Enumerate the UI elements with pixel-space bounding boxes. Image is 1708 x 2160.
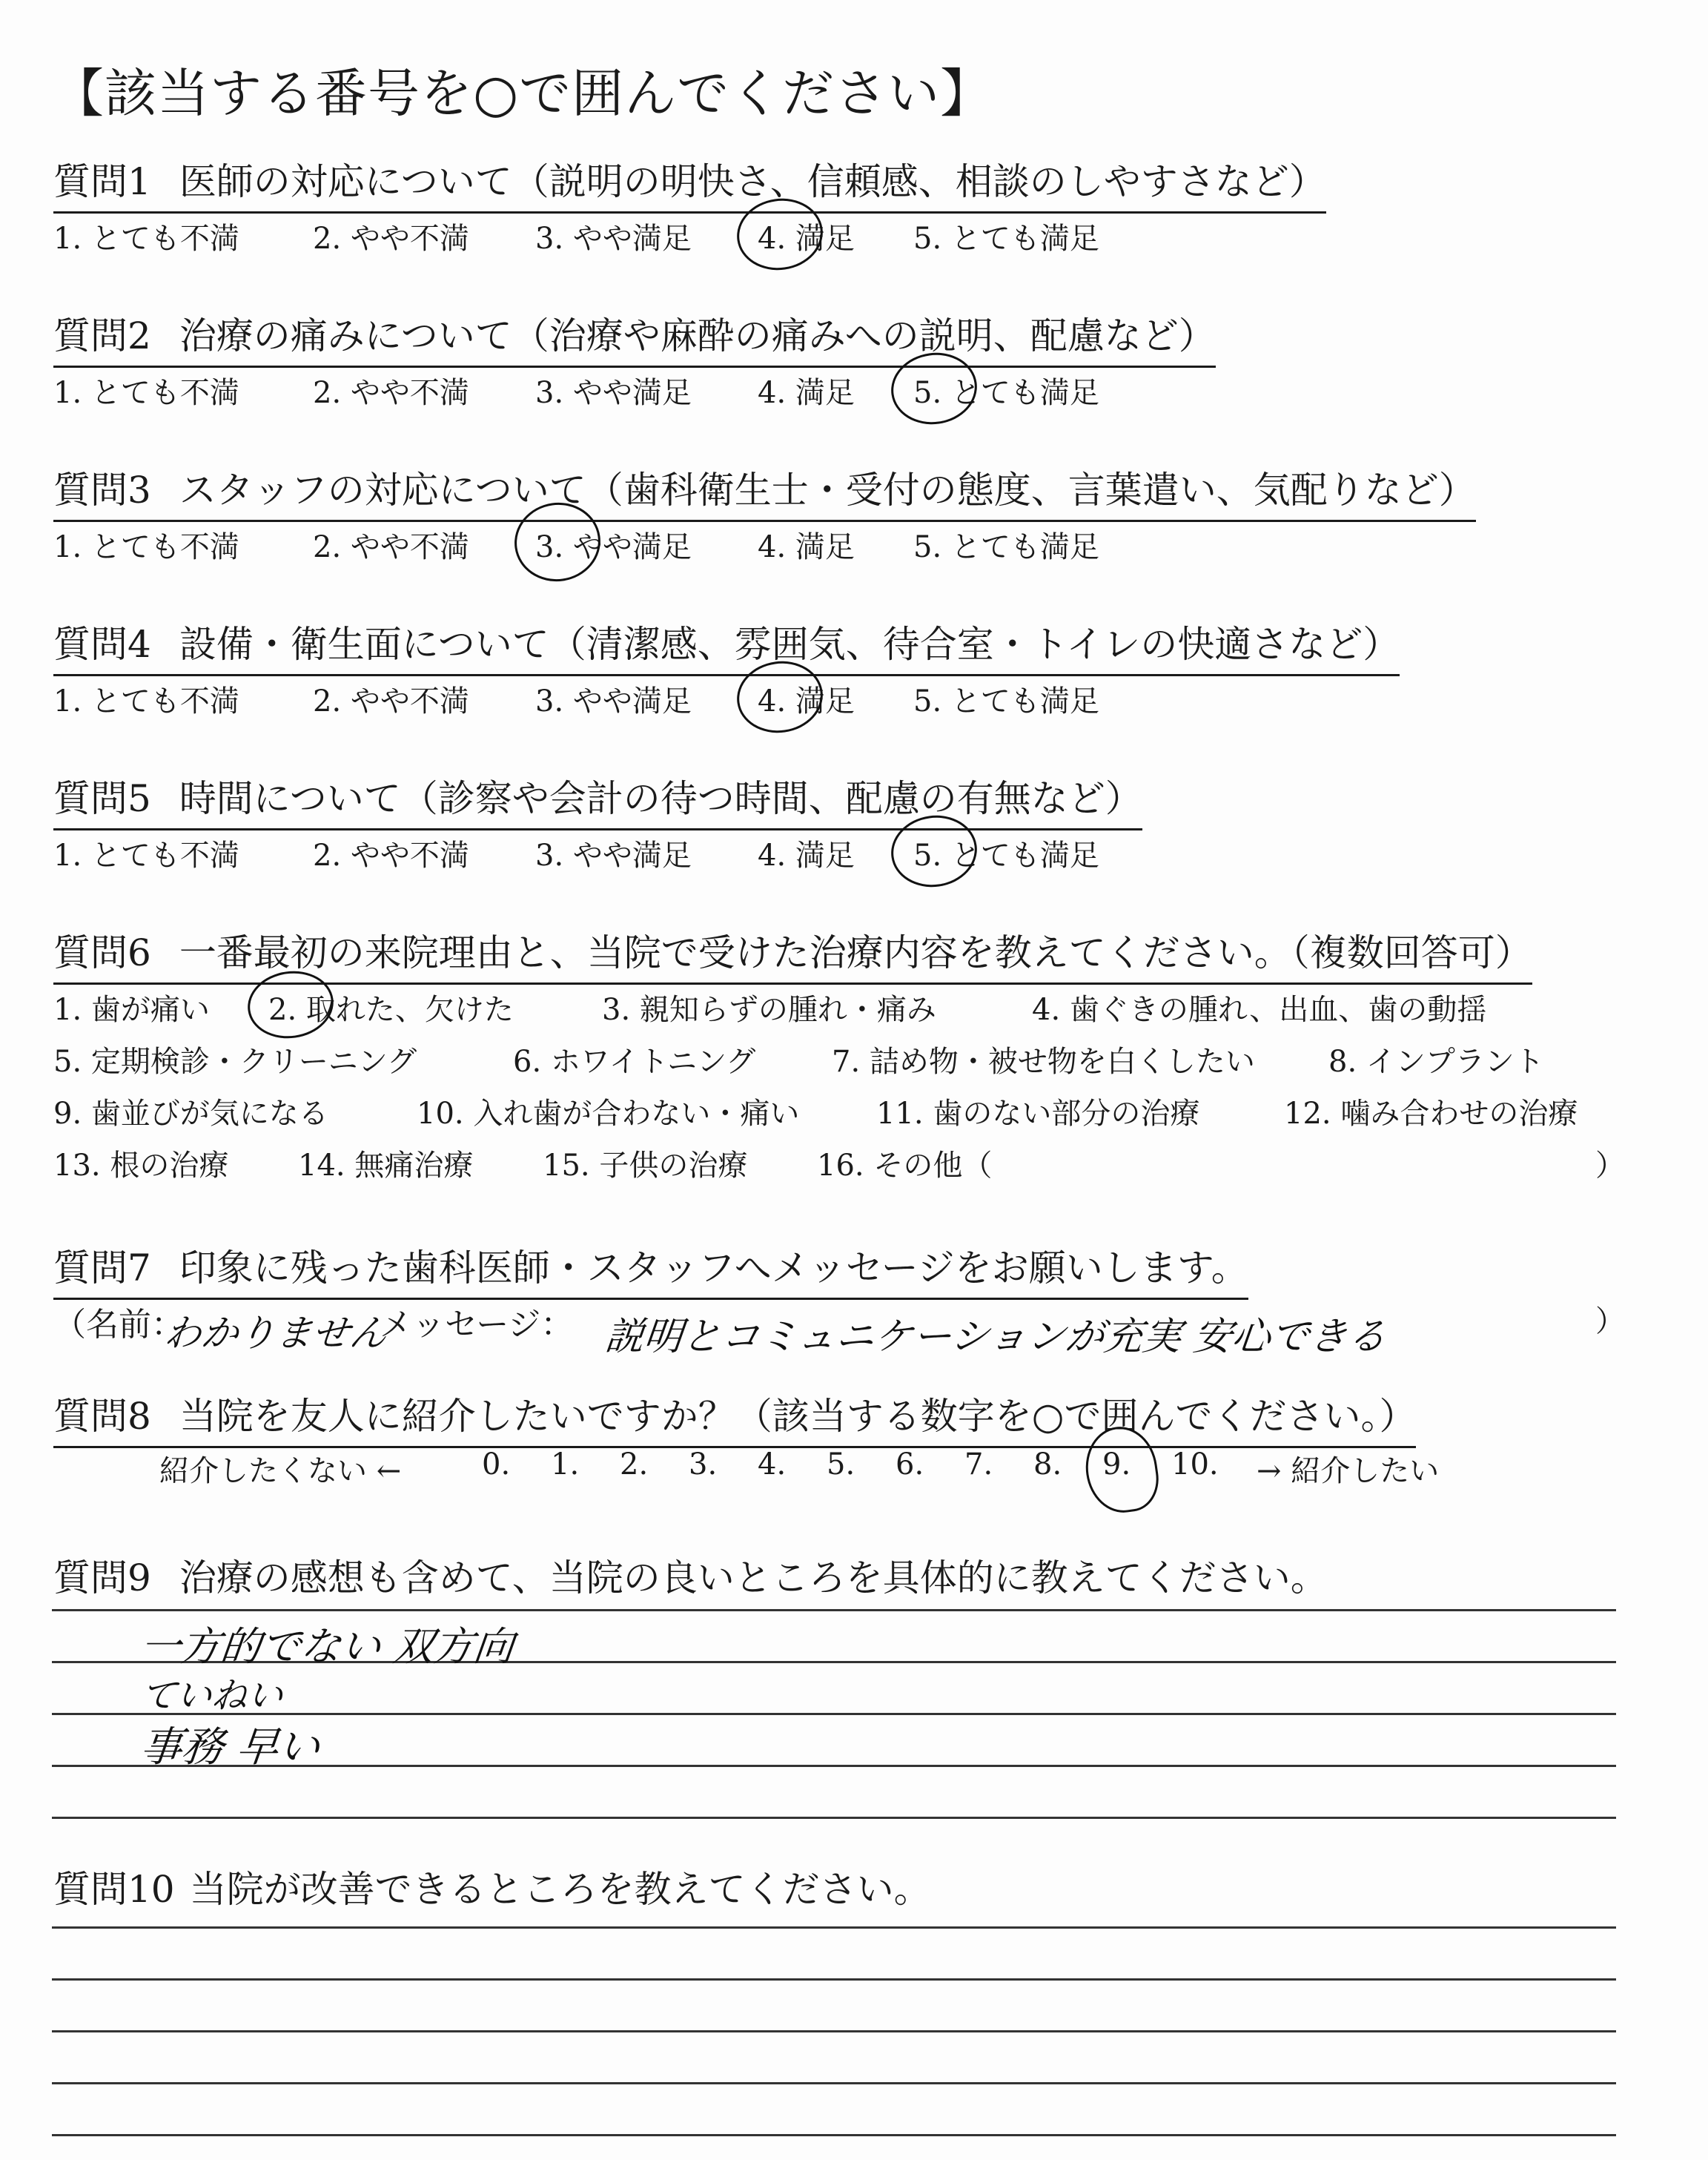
option-5[interactable]: 5. とても満足 bbox=[913, 530, 1099, 564]
option-3[interactable]: 3. やや満足 bbox=[535, 839, 692, 873]
option-5[interactable]: 5. とても満足 bbox=[913, 684, 1099, 719]
option-4[interactable]: 4. 満足 bbox=[758, 839, 855, 873]
question-text: スタッフの対応について（歯科衛生士・受付の態度、言葉遣い、気配りなど） bbox=[179, 469, 1476, 512]
scale-8[interactable]: 8. bbox=[1033, 1447, 1062, 1482]
question-text: 当院が改善できるところを教えてください。 bbox=[189, 1868, 931, 1911]
option-1[interactable]: 1. とても不満 bbox=[53, 684, 239, 719]
option-1[interactable]: 1. とても不満 bbox=[53, 530, 239, 564]
question-text: 当院を友人に紹介したいですか？（該当する数字を○で囲んでください。） bbox=[179, 1395, 1417, 1438]
question-10-title bbox=[53, 1860, 931, 1913]
question-number: 質問5 bbox=[53, 777, 151, 820]
option-7[interactable]: 7. 詰め物・被せ物を白くしたい bbox=[832, 1045, 1255, 1079]
message-value[interactable]: 説明とコミュニケーションが充実 安心できる bbox=[603, 1315, 1388, 1359]
option-9[interactable]: 9. 歯並びが気になる bbox=[53, 1097, 328, 1131]
handwritten-answer[interactable]: 事務 早い bbox=[138, 1723, 322, 1771]
option-1[interactable]: 1. とても不満 bbox=[53, 222, 239, 256]
option-2[interactable]: 2. やや不満 bbox=[313, 222, 469, 256]
question-5-title bbox=[53, 769, 1142, 830]
close-paren: ） bbox=[1595, 1149, 1625, 1183]
option-16[interactable]: 16. その他（ bbox=[817, 1149, 993, 1183]
option-5[interactable]: 5. とても満足 bbox=[913, 839, 1099, 873]
option-4[interactable]: 4. 歯ぐきの腫れ、出血、歯の動揺 bbox=[1032, 993, 1487, 1027]
option-3[interactable]: 3. やや満足 bbox=[535, 684, 692, 719]
option-2[interactable]: 2. やや不満 bbox=[313, 530, 469, 564]
scale-2[interactable]: 2. bbox=[620, 1447, 649, 1482]
option-4[interactable]: 4. 満足 bbox=[758, 222, 855, 256]
option-4[interactable]: 4. 満足 bbox=[758, 684, 855, 719]
option-12[interactable]: 12. 噛み合わせの治療 bbox=[1284, 1097, 1578, 1131]
answer-line bbox=[52, 2134, 1616, 2136]
scale-6[interactable]: 6. bbox=[896, 1447, 924, 1482]
option-1[interactable]: 1. とても不満 bbox=[53, 376, 239, 410]
question-7-title bbox=[53, 1238, 1248, 1300]
scale-4[interactable]: 4. bbox=[758, 1447, 787, 1482]
scale-10[interactable]: 10. bbox=[1171, 1447, 1219, 1482]
question-number: 質問8 bbox=[53, 1395, 151, 1438]
question-1-title bbox=[53, 152, 1326, 214]
scale-3[interactable]: 3. bbox=[689, 1447, 718, 1482]
question-2-title bbox=[53, 306, 1216, 368]
answer-line bbox=[52, 1609, 1616, 1611]
option-2[interactable]: 2. 取れた、欠けた bbox=[268, 993, 514, 1027]
question-number: 質問9 bbox=[53, 1556, 151, 1599]
option-4[interactable]: 4. 満足 bbox=[758, 530, 855, 564]
handwritten-answer[interactable]: ていねい bbox=[138, 1675, 285, 1717]
option-5[interactable]: 5. とても満足 bbox=[913, 222, 1099, 256]
option-10[interactable]: 10. 入れ歯が合わない・痛い bbox=[417, 1097, 800, 1131]
answer-line bbox=[52, 1817, 1616, 1819]
option-2[interactable]: 2. やや不満 bbox=[313, 376, 469, 410]
message-label: メッセージ： bbox=[380, 1306, 574, 1344]
option-3[interactable]: 3. やや満足 bbox=[535, 376, 692, 410]
scale-9[interactable]: 9. bbox=[1102, 1447, 1131, 1482]
name-value[interactable]: わかりません bbox=[162, 1312, 389, 1355]
option-3[interactable]: 3. やや満足 bbox=[535, 530, 692, 564]
answer-line bbox=[52, 1978, 1616, 1981]
page-header: 【該当する番号を○で囲んでください】 bbox=[52, 63, 993, 124]
question-number: 質問7 bbox=[53, 1246, 151, 1289]
scale-left-label: 紹介したくない ← bbox=[159, 1454, 402, 1488]
option-4[interactable]: 4. 満足 bbox=[758, 376, 855, 410]
question-text: 医師の対応について（説明の明快さ、信頼感、相談のしやすさなど） bbox=[179, 160, 1326, 203]
close-paren: ） bbox=[1595, 1304, 1625, 1338]
question-4-title bbox=[53, 615, 1400, 676]
option-2[interactable]: 2. やや不満 bbox=[313, 684, 469, 719]
option-5[interactable]: 5. とても満足 bbox=[913, 376, 1099, 410]
question-number: 質問4 bbox=[53, 623, 151, 666]
option-15[interactable]: 15. 子供の治療 bbox=[543, 1149, 748, 1183]
scale-0[interactable]: 0. bbox=[482, 1447, 511, 1482]
question-8-title bbox=[53, 1387, 1416, 1448]
option-2[interactable]: 2. やや不満 bbox=[313, 839, 469, 873]
question-9-title bbox=[53, 1548, 1328, 1602]
question-text: 一番最初の来院理由と、当院で受けた治療内容を教えてください。（複数回答可） bbox=[179, 931, 1532, 974]
option-5[interactable]: 5. 定期検診・クリーニング bbox=[53, 1045, 417, 1079]
option-1[interactable]: 1. とても不満 bbox=[53, 839, 239, 873]
question-text: 設備・衛生面について（清潔感、雰囲気、待合室・トイレの快適さなど） bbox=[179, 623, 1400, 666]
answer-line bbox=[52, 1926, 1616, 1929]
option-3[interactable]: 3. やや満足 bbox=[535, 222, 692, 256]
option-1[interactable]: 1. 歯が痛い bbox=[53, 993, 210, 1027]
scale-7[interactable]: 7. bbox=[964, 1447, 993, 1482]
question-number: 質問1 bbox=[53, 160, 151, 203]
question-text: 時間について（診察や会計の待つ時間、配慮の有無など） bbox=[179, 777, 1142, 820]
name-label: （名前： bbox=[53, 1306, 184, 1344]
option-6[interactable]: 6. ホワイトニング bbox=[513, 1045, 756, 1079]
question-text: 印象に残った歯科医師・スタッフへメッセージをお願いします。 bbox=[179, 1246, 1248, 1289]
question-number: 質問10 bbox=[53, 1868, 175, 1911]
option-8[interactable]: 8. インプラント bbox=[1328, 1045, 1544, 1079]
option-11[interactable]: 11. 歯のない部分の治療 bbox=[876, 1097, 1200, 1131]
scale-1[interactable]: 1. bbox=[551, 1447, 580, 1482]
answer-line bbox=[52, 2030, 1616, 2032]
handwritten-answer[interactable]: 一方的でない 双方向 bbox=[138, 1623, 517, 1670]
question-7-answer bbox=[53, 1298, 1632, 1357]
question-text: 治療の感想も含めて、当院の良いところを具体的に教えてください。 bbox=[179, 1556, 1328, 1599]
question-number: 質問2 bbox=[53, 314, 151, 357]
question-number: 質問6 bbox=[53, 931, 151, 974]
option-3[interactable]: 3. 親知らずの腫れ・痛み bbox=[602, 993, 936, 1027]
scale-5[interactable]: 5. bbox=[827, 1447, 855, 1482]
question-3-title bbox=[53, 460, 1476, 522]
answer-line bbox=[52, 2082, 1616, 2084]
option-14[interactable]: 14. 無痛治療 bbox=[298, 1149, 474, 1183]
option-13[interactable]: 13. 根の治療 bbox=[53, 1149, 229, 1183]
question-text: 治療の痛みについて（治療や麻酔の痛みへの説明、配慮など） bbox=[179, 314, 1216, 357]
question-number: 質問3 bbox=[53, 469, 151, 512]
scale-right-label: → 紹介したい bbox=[1257, 1454, 1440, 1488]
